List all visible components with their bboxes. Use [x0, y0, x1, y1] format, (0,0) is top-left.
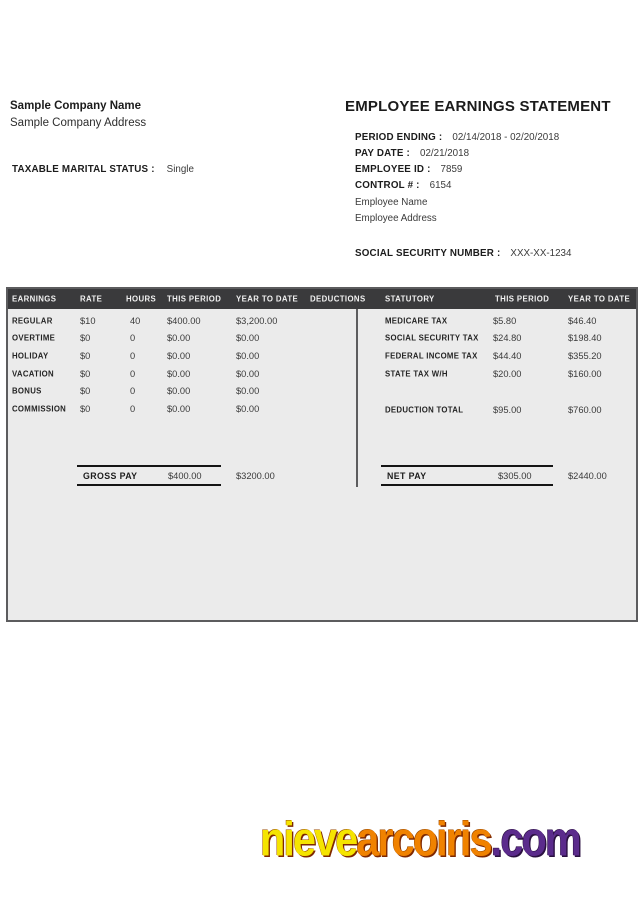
pay-date-row [355, 148, 469, 159]
col-header-this-period: THIS PERIOD [167, 294, 222, 304]
statutory-row-ytd: $46.40 [568, 315, 597, 326]
employee-id-label: EMPLOYEE ID : [355, 164, 431, 175]
statutory-row-label: MEDICARE TAX [385, 316, 448, 326]
statutory-row-this-period: $20.00 [493, 368, 522, 379]
earnings-row-hours: 0 [130, 368, 136, 379]
col-header-statutory: STATUTORY [385, 294, 435, 304]
earnings-row-hours: 0 [130, 350, 136, 361]
statutory-spacer [8, 382, 636, 401]
statutory-row-label: SOCIAL SECURITY TAX [385, 333, 479, 343]
earnings-row-rate: $10 [80, 315, 96, 326]
page-title: EMPLOYEE EARNINGS STATEMENT [345, 98, 611, 115]
earnings-row-ytd: $0.00 [236, 403, 260, 414]
pay-date-label: PAY DATE : [355, 148, 410, 159]
net-pay-ytd: $2440.00 [568, 470, 607, 481]
earnings-row-this-period: $0.00 [167, 386, 191, 397]
statutory-row-ytd: $198.40 [568, 333, 602, 344]
pay-table [6, 287, 638, 622]
deduction-total-row [8, 401, 636, 419]
earnings-row-rate: $0 [80, 368, 91, 379]
period-ending-label: PERIOD ENDING : [355, 132, 443, 143]
earnings-row-label: COMMISSION [12, 404, 67, 414]
pay-date-value: 02/21/2018 [420, 148, 470, 159]
gross-pay-label: GROSS PAY [83, 470, 138, 481]
earnings-row-rate: $0 [80, 386, 91, 397]
ssn-label: SOCIAL SECURITY NUMBER : [355, 248, 501, 259]
col-header-deductions: DEDUCTIONS [310, 294, 366, 304]
taxable-marital-status-value: Single [166, 164, 194, 175]
col-header-year-to-date-2: YEAR TO DATE [568, 294, 631, 304]
net-pay-this-period: $305.00 [498, 470, 532, 481]
logo-part-nieve: nieve [260, 812, 357, 867]
statutory-table-row [8, 347, 636, 365]
earnings-row-rate: $0 [80, 350, 91, 361]
col-header-this-period-2: THIS PERIOD [495, 294, 550, 304]
employee-id-row [355, 164, 462, 175]
watermark-logo [260, 813, 580, 868]
company-name: Sample Company Name [10, 100, 142, 112]
col-header-year-to-date: YEAR TO DATE [236, 294, 299, 304]
earnings-row-ytd: $0.00 [236, 333, 260, 344]
earnings-row-rate: $0 [80, 333, 91, 344]
net-pay-label: NET PAY [387, 470, 427, 481]
earnings-row-this-period: $400.00 [167, 315, 201, 326]
earnings-row-rate: $0 [80, 403, 91, 414]
statutory-section [8, 309, 636, 419]
deduction-total-label: DEDUCTION TOTAL [385, 405, 464, 415]
logo-part-com: .com [490, 812, 580, 867]
employee-name: Employee Name [355, 197, 428, 208]
logo-part-arcoiris: arcoiris [356, 812, 491, 867]
statutory-row-this-period: $24.80 [493, 333, 522, 344]
earnings-row-label: HOLIDAY [12, 351, 49, 361]
ssn-row [355, 248, 571, 259]
statutory-row-label: STATE TAX W/H [385, 369, 448, 379]
net-pay-box [381, 465, 553, 486]
earnings-row-hours: 0 [130, 403, 136, 414]
col-header-hours: HOURS [126, 294, 157, 304]
statutory-table-row [8, 330, 636, 348]
ssn-value: XXX-XX-1234 [510, 248, 572, 259]
earnings-row-label: OVERTIME [12, 333, 56, 343]
period-ending-value: 02/14/2018 - 02/20/2018 [452, 132, 560, 143]
col-header-rate: RATE [80, 294, 103, 304]
statutory-row-ytd: $355.20 [568, 350, 602, 361]
statutory-table-row [8, 365, 636, 383]
earnings-row-label: VACATION [12, 369, 54, 379]
earnings-row-ytd: $0.00 [236, 368, 260, 379]
taxable-marital-status-label: TAXABLE MARITAL STATUS : [12, 164, 155, 175]
earnings-row-label: REGULAR [12, 316, 53, 326]
earnings-row-hours: 0 [130, 333, 136, 344]
statutory-row-label: FEDERAL INCOME TAX [385, 351, 478, 361]
statutory-rows [8, 312, 636, 382]
earnings-row-this-period: $0.00 [167, 403, 191, 414]
earnings-row-this-period: $0.00 [167, 333, 191, 344]
earnings-row-hours: 0 [130, 386, 136, 397]
earnings-row-ytd: $0.00 [236, 386, 260, 397]
period-ending-row [355, 132, 559, 143]
statutory-row-ytd: $160.00 [568, 368, 602, 379]
pay-table-header [8, 289, 636, 309]
statutory-table-row [8, 312, 636, 330]
earnings-row-ytd: $3,200.00 [236, 315, 278, 326]
control-number-row [355, 180, 451, 191]
control-number-label: CONTROL # : [355, 180, 420, 191]
col-header-earnings: EARNINGS [12, 294, 57, 304]
employee-id-value: 7859 [440, 164, 463, 175]
earnings-row-this-period: $0.00 [167, 350, 191, 361]
company-address: Sample Company Address [10, 117, 147, 129]
earnings-row-this-period: $0.00 [167, 368, 191, 379]
earnings-row-hours: 40 [130, 315, 141, 326]
gross-pay-this-period: $400.00 [168, 470, 202, 481]
taxable-marital-status [12, 164, 194, 175]
statutory-row-this-period: $5.80 [493, 315, 517, 326]
earnings-row-ytd: $0.00 [236, 350, 260, 361]
deduction-total-ytd: $760.00 [568, 405, 602, 416]
control-number-value: 6154 [429, 180, 452, 191]
statutory-row-this-period: $44.40 [493, 350, 522, 361]
gross-pay-ytd: $3200.00 [236, 470, 275, 481]
deduction-total-this-period: $95.00 [493, 405, 522, 416]
gross-pay-box [77, 465, 221, 486]
employee-address: Employee Address [355, 213, 437, 224]
earnings-row-label: BONUS [12, 386, 42, 396]
